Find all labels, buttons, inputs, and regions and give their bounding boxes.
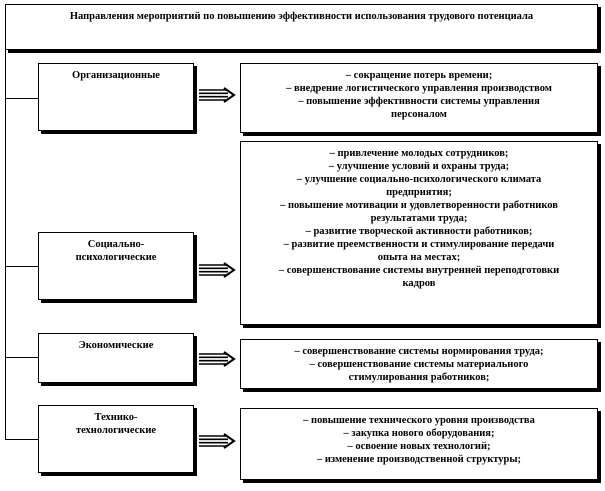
description-items: – повышение технического уровня производства – закупка нового оборудования; – освоение новых технологий; – изменение производственной структуры; xyxy=(303,415,535,465)
description-box-technical xyxy=(240,408,598,480)
trunk-line xyxy=(5,50,6,439)
diagram-title: Направления мероприятий по повышению эффективности использования трудового потенциала xyxy=(69,11,534,22)
category-label: Технико- технологические xyxy=(75,412,157,436)
branch-line-1 xyxy=(5,98,38,99)
double-arrow-icon xyxy=(199,351,236,367)
category-label: Организационные xyxy=(72,70,160,81)
description-items: – совершенствование системы нормирования труда; – совершенствование системы материального стимулирования работников; xyxy=(294,346,544,383)
diagram-title-box xyxy=(5,4,598,50)
description-box-organizational xyxy=(240,63,598,133)
description-box-socio-psychological xyxy=(240,141,598,325)
branch-line-2 xyxy=(5,266,38,267)
category-box-technical xyxy=(38,405,194,473)
branch-line-3 xyxy=(5,357,38,358)
double-arrow-icon xyxy=(199,87,236,103)
double-arrow-icon xyxy=(199,433,236,449)
description-items: – привлечение молодых сотрудников; – улучшение условий и охраны труда; – улучшение социально-психологического климата предприятия; – повышение мотивации и удовлетворенности работников результатами труда; – развитие творческой активности работников; – развитие преемственности и стимулирование передачи опыта на местах; – совершенствование системы внутренней переподготовки кадров xyxy=(278,148,560,289)
category-box-socio-psychological xyxy=(38,232,194,300)
category-label: Экономические xyxy=(78,340,154,351)
description-box-economic xyxy=(240,339,598,389)
description-items: – сокращение потерь времени; – внедрение логистического управления производством – повышение эффективности системы управления персоналом xyxy=(286,70,552,120)
branch-line-4 xyxy=(5,439,38,440)
double-arrow-icon xyxy=(199,262,236,278)
category-label: Социально- психологические xyxy=(75,239,157,263)
category-box-organizational xyxy=(38,63,194,131)
category-box-economic xyxy=(38,333,194,383)
